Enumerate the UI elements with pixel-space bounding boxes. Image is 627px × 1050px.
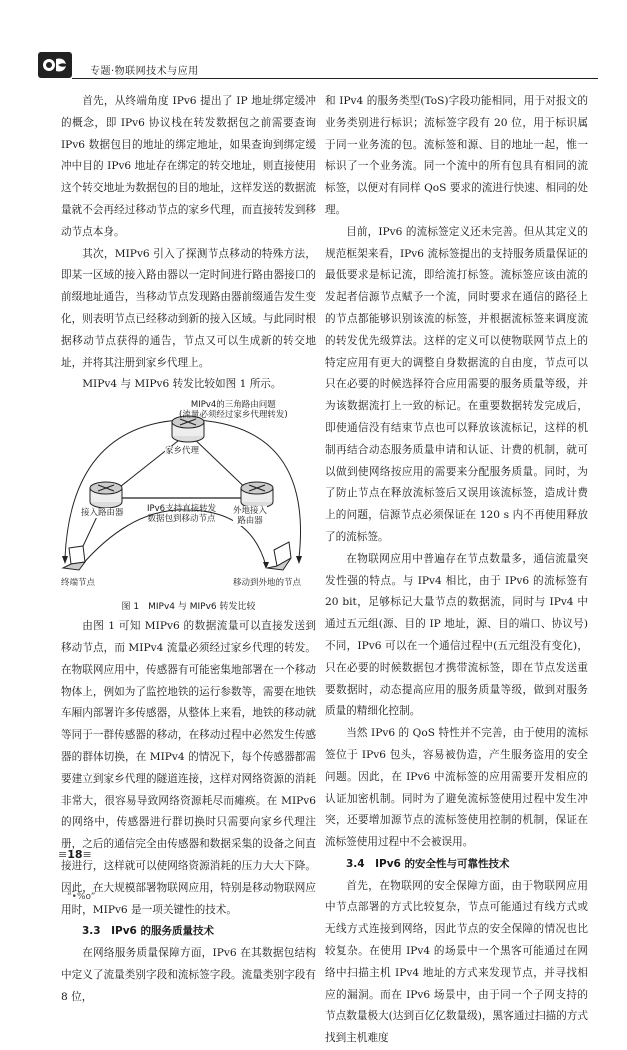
label-ipv6-direct: IPv6支持直接转发 数据包到移动节点	[147, 504, 217, 525]
network-diagram	[61, 398, 316, 598]
label-foreign-router: 外地接入 路由器	[233, 506, 268, 527]
page-number	[58, 848, 92, 861]
label-home-agent: 家乡代理	[165, 446, 200, 457]
right-column	[325, 91, 588, 1050]
left-column	[61, 91, 316, 1009]
paragraph: MIPv4 与 MIPv6 转发比较如图 1 所示。	[82, 378, 282, 391]
label-terminal-node: 终端节点	[61, 578, 96, 589]
laptop-mobile-icon	[267, 542, 291, 570]
paragraph: 由图 1 可知 MIPv6 的数据流量可以直接发送到移动节点，而 MIPv4 流量必须经过家乡代理的转发。在物联网应用中，传感器有可能密集地部署在一个移动物体上，例如为了监控地铁的运行参数等，需要在地铁车厢内部署许多传感器，从整体上来看，地铁的移动就等同于一群传感器的移动，在移动过程中必然发生传感器的群体切换，在 MIPv4 的情况下，每个传感器都需要建立到家乡代理的隧道连接，这样对网络资源的消耗非常大，很容易导致网络资源耗尽而瘫痪。在 MIPv6 的网络中，传感器进行群切换时只需要向家乡代理注册，之后的通信完全由传感器和数据采集的设备之间直接进行，这样就可以使网络资源消耗的压力大大下降。因此，在大规模部署物联网应用，特别是移动物联网应用时，MIPv6 是一项关键性的技术。	[61, 620, 316, 916]
arrowhead-right	[296, 556, 302, 564]
figure-caption: 图 1 MIPv4 与 MIPv6 转发比较	[121, 602, 256, 613]
label-access-router: 接入路由器	[81, 508, 124, 519]
header-title: 专题·物联网技术与应用	[90, 66, 199, 77]
paragraph: 首先，在物联网的安全保障方面，由于物联网应用中节点部署的方式比较复杂，节点可能通过有线方式或无线方式连接到网络，因此节点的安全保障的情况也比较复杂。在使用 IPv4 的场景中一个黑客可能通过在网络中扫描主机 IPv4 地址的方式来发现节点，并寻找相应的漏洞。而在 IPv6 场景中，由于同一个子网支持的节点数量极大(达到百亿亿数量级)，黑客通过扫描的方式找到主机难度	[325, 879, 588, 1045]
label-triangle-routing: MIPv4的三角路由问题 (流量必须经过家乡代理转发)	[179, 400, 288, 421]
label-mobile-node: 移动到外地的节点	[233, 578, 302, 589]
paragraph: 和 IPv4 的服务类型(ToS)字段功能相同，用于对报文的业务类别进行标识；流标签字段有 20 位，用于标识属于同一业务流的包。流标签和源、目的地址一起，惟一标识了一个业务流。同一个流中的所有包具有相同的流标签，以便对有同样 QoS 要求的流进行快速、相同的处理。	[325, 95, 588, 216]
section-heading-3-3: 3.3 IPv6 的服务质量技术	[82, 925, 215, 938]
router-foreign-icon	[241, 482, 273, 508]
journal-logo-icon	[38, 52, 72, 78]
header-rule	[72, 78, 598, 79]
paragraph: 在物联网应用中普遍存在节点数量多，通信流量突发性强的特点。与 IPv4 相比，由于 IPv6 的流标签有 20 bit，足够标记大量节点的数据流，同时与 IPv4 中通过五元组(源、目的 IP 地址，源、目的端口、协议号)不同，IPv6 可以在一个通信过程中(五元组没有变化)，只在必要的时候数据包才携带流标签，即在节点发送重要数据时，动态提高应用的服务质量等级，做到对服务质量的精细化控制。	[325, 552, 588, 718]
section-heading-3-4: 3.4 IPv6 的安全性与可靠性技术	[346, 857, 510, 870]
arrowhead-left	[62, 556, 68, 564]
paragraph: 其次，MIPv6 引入了探测节点移动的特殊方法，即某一区域的接入路由器以一定时间进行路由器接口的前缀地址通告，当移动节点发现路由器前缀通告发生变化，则表明节点已经移动到新的接入区域。与此同时根据移动节点获得的通告，节点又可以生成新的转交地址，并将其注册到家乡代理上。	[61, 247, 316, 369]
page-number-text: 18	[67, 848, 83, 861]
paragraph: 首先，从终端角度 IPv6 提出了 IP 地址绑定缓冲的概念，即 IPv6 协议栈在转发数据包之前需要查询 IPv6 数据包目的地址的绑定地址，如果查询到绑定缓冲中目的 IPv6 地址存在绑定的转交地址，则直接使用这个转交地址为数据包的目的地址，这样发送的数据流量就不会再经过移动节点的家乡代理，而直接转发到移动节点本身。	[61, 95, 316, 238]
running-header	[38, 52, 598, 82]
figure-1-diagram	[61, 398, 316, 598]
scan-stamp: “•%o”	[67, 892, 96, 902]
paragraph: 目前，IPv6 的流标签定义还未完善。但从其定义的规范框架来看，IPv6 流标签提出的支持服务质量保证的最低要求是标记流，即给流打标签。流标签应该由流的发起者信源节点赋予一个流，同时要求在通信的路径上的节点都能够识别该流的标签，并根据流标签来调度流的转发优先级算法。这样的定义可以使物联网节点上的特定应用有更大的调整自身数据流的自由度，节点可以只在必要的时候选择符合应用需要的服务质量等级，并为该数据流打上一致的标记。在重要数据转发完成后，即使通信没有结束节点也可以释放该流标记，这样的机制再结合动态服务质量申请和认证、计费的机制，就可以做到使网络按应用的需要来分配服务质量。同时，为了防止节点在释放流标签后又误用该流标签，造成计费上的问题，信源节点必须保证在 120 s 内不再使用释放了的流标签。	[325, 225, 588, 543]
paragraph: 在网络服务质量保障方面，IPv6 在其数据包结构中定义了流量类别字段和流标签字段。流量类别字段有 8 位，	[61, 947, 316, 1003]
router-access-icon	[90, 482, 122, 508]
paragraph: 当然 IPv6 的 QoS 特性并不完善，由于使用的流标签位于 IPv6 包头，容易被伪造，产生服务盗用的安全问题。因此，在 IPv6 中流标签的应用需要开发相应的认证加密机制。同时为了避免流标签使用过程中发生冲突，还要增加源节点的流标签使用控制的机制，保证在流标签使用过程中不会被误用。	[325, 727, 588, 849]
